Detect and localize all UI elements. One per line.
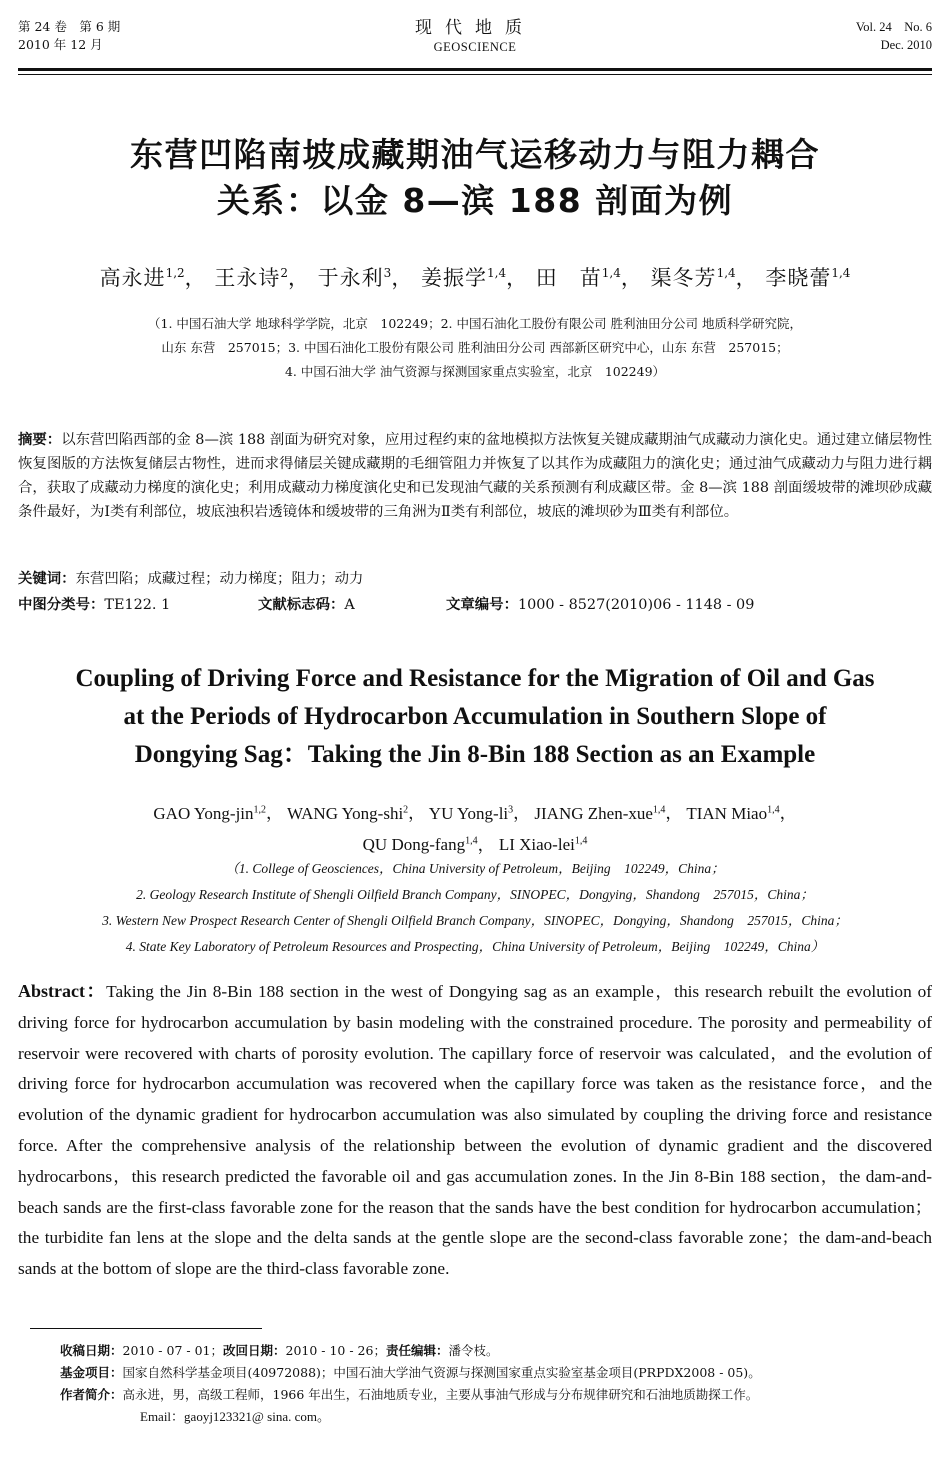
clc-number: 中图分类号：TE122. 1 <box>18 597 171 613</box>
author-en: TIAN Miao$^{1,4}$ <box>686 803 780 823</box>
abstract-cn-label: 摘要： <box>18 432 62 448</box>
abstract-en <box>18 976 932 1285</box>
author-cn: 王永诗$^2$ <box>214 266 288 290</box>
affiliation-en-line: 4. State Key Laboratory of Petroleum Resources and Prospecting，China University of Petroleum，Beijing 102249，China） <box>125 939 825 954</box>
header-rule-thick <box>18 68 932 71</box>
issue-info-en <box>856 18 932 54</box>
issue-date-en: Dec. 2010 <box>880 38 932 52</box>
author-en: JIANG Zhen-xue$^{1,4}$ <box>534 803 666 823</box>
article-number: 文章编号：1000 - 8527(2010)06 - 1148 - 09 <box>446 597 755 613</box>
title-en-line3: Dongying Sag：Taking the Jin 8-Bin 188 Section as an Example <box>134 741 816 768</box>
issue-date: 2010 年 12 月 <box>18 37 103 52</box>
authors-cn: 高永进$^{1,2}$， 王永诗$^2$， 于永利$^3$， 姜振学$^{1,4}$， 田 苗$^{1,4}$， 渠冬芳$^{1,4}$， 李晓蕾$^{1,4}$ <box>99 266 851 290</box>
authors-en-line2: QU Dong-fang$^{1,4}$， LI Xiao-lei$^{1,4}$ <box>362 835 588 855</box>
title-en-line1: Coupling of Driving Force and Resistance for the Migration of Oil and Gas <box>75 665 875 692</box>
keywords-cn-text: 东营凹陷；成藏过程；动力梯度；阻力；动力 <box>75 571 364 587</box>
document-code: 文献标志码：A <box>258 597 355 613</box>
title-en-line2: at the Periods of Hydrocarbon Accumulation in Southern Slope of <box>123 703 827 730</box>
volume-issue: 第 24 卷 第 6 期 <box>18 19 121 34</box>
footnote-author-bio: 作者简介：高永进，男，高级工程师，1966 年出生，石油地质专业，主要从事油气形成与分布规律研究和石油地质勘探工作。 <box>60 1387 759 1402</box>
author-en: QU Dong-fang$^{1,4}$ <box>362 835 478 855</box>
title-cn-line2: 关系：以金 8—滨 188 剖面为例 <box>216 181 734 220</box>
footnote-dates: 收稿日期：2010 - 07 - 01；改回日期：2010 - 10 - 26；责任编辑：潘令枝。 <box>60 1343 499 1358</box>
author-cn: 田 苗$^{1,4}$ <box>535 266 621 290</box>
affiliation-cn-line: 4. 中国石油大学 油气资源与探测国家重点实验室，北京 102249） <box>284 364 666 379</box>
abstract-cn-text: 以东营凹陷西部的金 8—滨 188 剖面为研究对象，应用过程约束的盆地模拟方法恢复关键成藏期油气成藏动力演化史。通过建立储层物性恢复图版的方法恢复储层古物性，进而求得储层关键成藏期的毛细管阻力并恢复了以其作为成藏阻力的演化史；通过油气成藏动力与阻力进行耦合，获取了成藏动力梯度的演化史；利用成藏动力梯度演化史和已发现油气藏的关系预测有利成藏区带。金 8—滨 188 剖面缓坡带的滩坝砂成藏条件最好，为Ⅰ类有利部位，坡底浊积岩透镜体和缓坡带的三角洲为Ⅱ类有利部位，坡底的滩坝砂为Ⅲ类有利部位。 <box>18 432 932 520</box>
author-cn: 于永利$^3$ <box>317 266 392 290</box>
title-cn-line1: 东营凹陷南坡成藏期油气运移动力与阻力耦合 <box>130 135 820 174</box>
author-en: WANG Yong-shi$^2$ <box>286 803 409 823</box>
footnotes <box>60 1340 932 1428</box>
affiliations-cn <box>0 312 950 384</box>
affiliation-en-line: 2. Geology Research Institute of Shengli Oilfield Branch Company，SINOPEC，Dongying，Shandong 257015，China； <box>136 887 814 902</box>
affiliations-en <box>0 856 950 960</box>
volume-issue-en: Vol. 24 No. 6 <box>855 20 932 34</box>
affiliation-cn-line: （1. 中国石油大学 地球科学学院，北京 102249；2. 中国石油化工股份有限公司 胜利油田分公司 地质科学研究院， <box>148 316 802 331</box>
footnote-rule <box>30 1328 262 1329</box>
author-cn: 李晓蕾$^{1,4}$ <box>765 266 851 290</box>
authors-en <box>0 796 950 859</box>
journal-name <box>18 18 932 56</box>
running-header <box>18 18 932 62</box>
footnote-funding: 基金项目：国家自然科学基金项目(40972088)；中国石油大学油气资源与探测国家重点实验室基金项目(PRPDX2008 - 05)。 <box>60 1365 761 1380</box>
journal-name-en: GEOSCIENCE <box>433 40 517 54</box>
keywords-cn-label: 关键词： <box>18 571 76 587</box>
author-en: LI Xiao-lei$^{1,4}$ <box>498 835 588 855</box>
affiliation-cn-line: 山东 东营 257015；3. 中国石油化工股份有限公司 胜利油田分公司 西部新区研究中心，山东 东营 257015； <box>161 340 789 355</box>
title-cn <box>0 132 950 224</box>
keywords-cn <box>18 569 363 589</box>
abstract-cn <box>18 428 932 524</box>
author-en: GAO Yong-jin$^{1,2}$ <box>153 803 267 823</box>
author-cn: 高永进$^{1,2}$ <box>99 266 185 290</box>
header-rule-thin <box>18 74 932 75</box>
affiliation-en-line: 3. Western New Prospect Research Center of Shengli Oilfield Branch Company，SINOPEC，Dongying，Shandong 257015，China； <box>102 913 848 928</box>
footnote-email: Email：gaoyj123321@ sina. com。 <box>140 1409 330 1424</box>
abstract-en-label: Abstract： <box>18 981 107 1001</box>
authors-en-line1: GAO Yong-jin$^{1,2}$， WANG Yong-shi$^2$， YU Yong-$li^3$， JIANG Zhen-xue$^{1,4}$， TIAN Miao$^{1,4}$， <box>153 803 797 823</box>
author-cn: 渠冬芳$^{1,4}$ <box>650 266 736 290</box>
journal-name-cn: 现代地质 <box>415 18 535 38</box>
author-en: YU Yong-$li^3$ <box>428 803 514 823</box>
affiliation-en-line: （1. College of Geosciences，China University of Petroleum，Beijing 102249，China； <box>225 861 725 876</box>
author-cn: 姜振学$^{1,4}$ <box>421 266 507 290</box>
abstract-en-text: Taking the Jin 8-Bin 188 section in the west of Dongying sag as an example，this research rebuilt the evolution of driving force for hydrocarbon accumulation by basin modeling with the constrained procedure. The porosity and permeability of reservoir were recovered with charts of porosity evolution. The capillary force of reservoir was calculated，and the evolution of driving force for hydrocarbon accumulation was recovered when the capillary force was taken as the resistance force，and the evolution of the dynamic gradient for hydrocarbon accumulation was also simulated by coupling the driving force and resistance force. After the comprehensive analysis of the relationship between the evolution of dynamic gradient and the discovered hydrocarbons，this research predicted the favorable oil and gas accumulation zones. In the Jin 8-Bin 188 section，the dam-and-beach sands are the first-class favorable zone for the reason that the sands have the best condition for hydrocarbon accumulation；the turbidite fan lens at the slope and the delta sands at the gentle slope are the second-class favorable zone；the dam-and-beach sands at the bottom of slope are the third-class favorable zone. <box>18 982 932 1279</box>
title-en <box>0 660 950 774</box>
